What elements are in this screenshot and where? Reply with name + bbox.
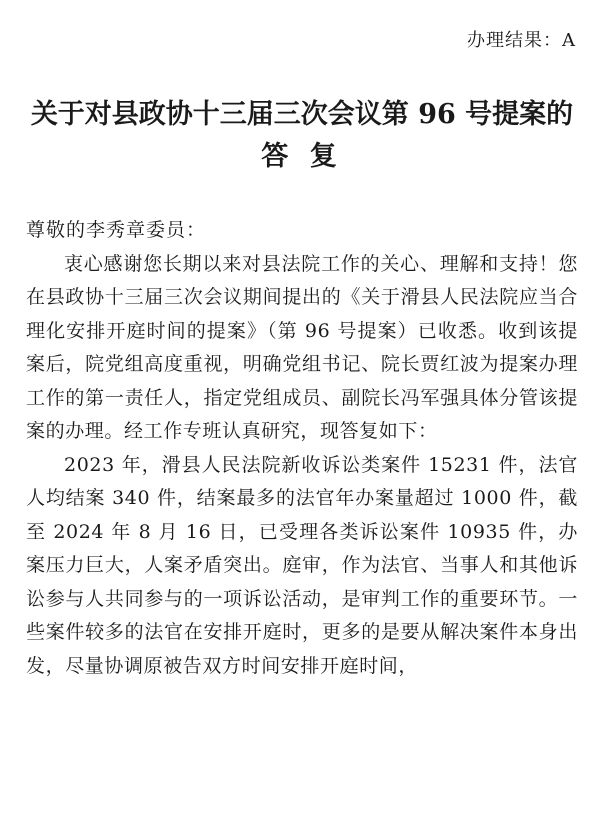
paragraph-2: 2023 年，滑县人民法院新收诉讼类案件 15231 件，法官人均结案 340 件，结案最多的法官年办案量超过 1000 件，截至 2024 年 8 月 16 日，已受理各类诉讼案件 10935 件，办案压力巨大，人案矛盾突出。庭审，作为法官、当事人和其他诉讼参与人共同参与的一项诉讼活动，是审判工作的重要环节。一些案件较多的法官在安排开庭时，更多的是要从解决案件本身出发，尽量协调原被告双方时间安排开庭时间， xyxy=(26,453,578,677)
document-title-line-2: 答 复 xyxy=(261,141,343,172)
paragraph-1: 衷心感谢您长期以来对县法院工作的关心、理解和支持！您在县政协十三届三次会议期间提出的《关于滑县人民法院应当合理化安排开庭时间的提案》（第 96 号提案）已收悉。收到该提案后，院党组高度重视，明确党组书记、院长贾红波为提案办理工作的第一责任人，指定党组成员、副院长冯军强具体分管该提案的办理。经工作专班认真研究，现答复如下： xyxy=(26,252,578,442)
letter-body xyxy=(26,214,578,683)
document-title-line-1: 关于对县政协十三届三次会议第 96 号提案的 xyxy=(30,99,574,130)
salutation: 尊敬的李秀章委员： xyxy=(26,219,207,241)
handling-result-label: 办理结果：A xyxy=(467,30,576,51)
